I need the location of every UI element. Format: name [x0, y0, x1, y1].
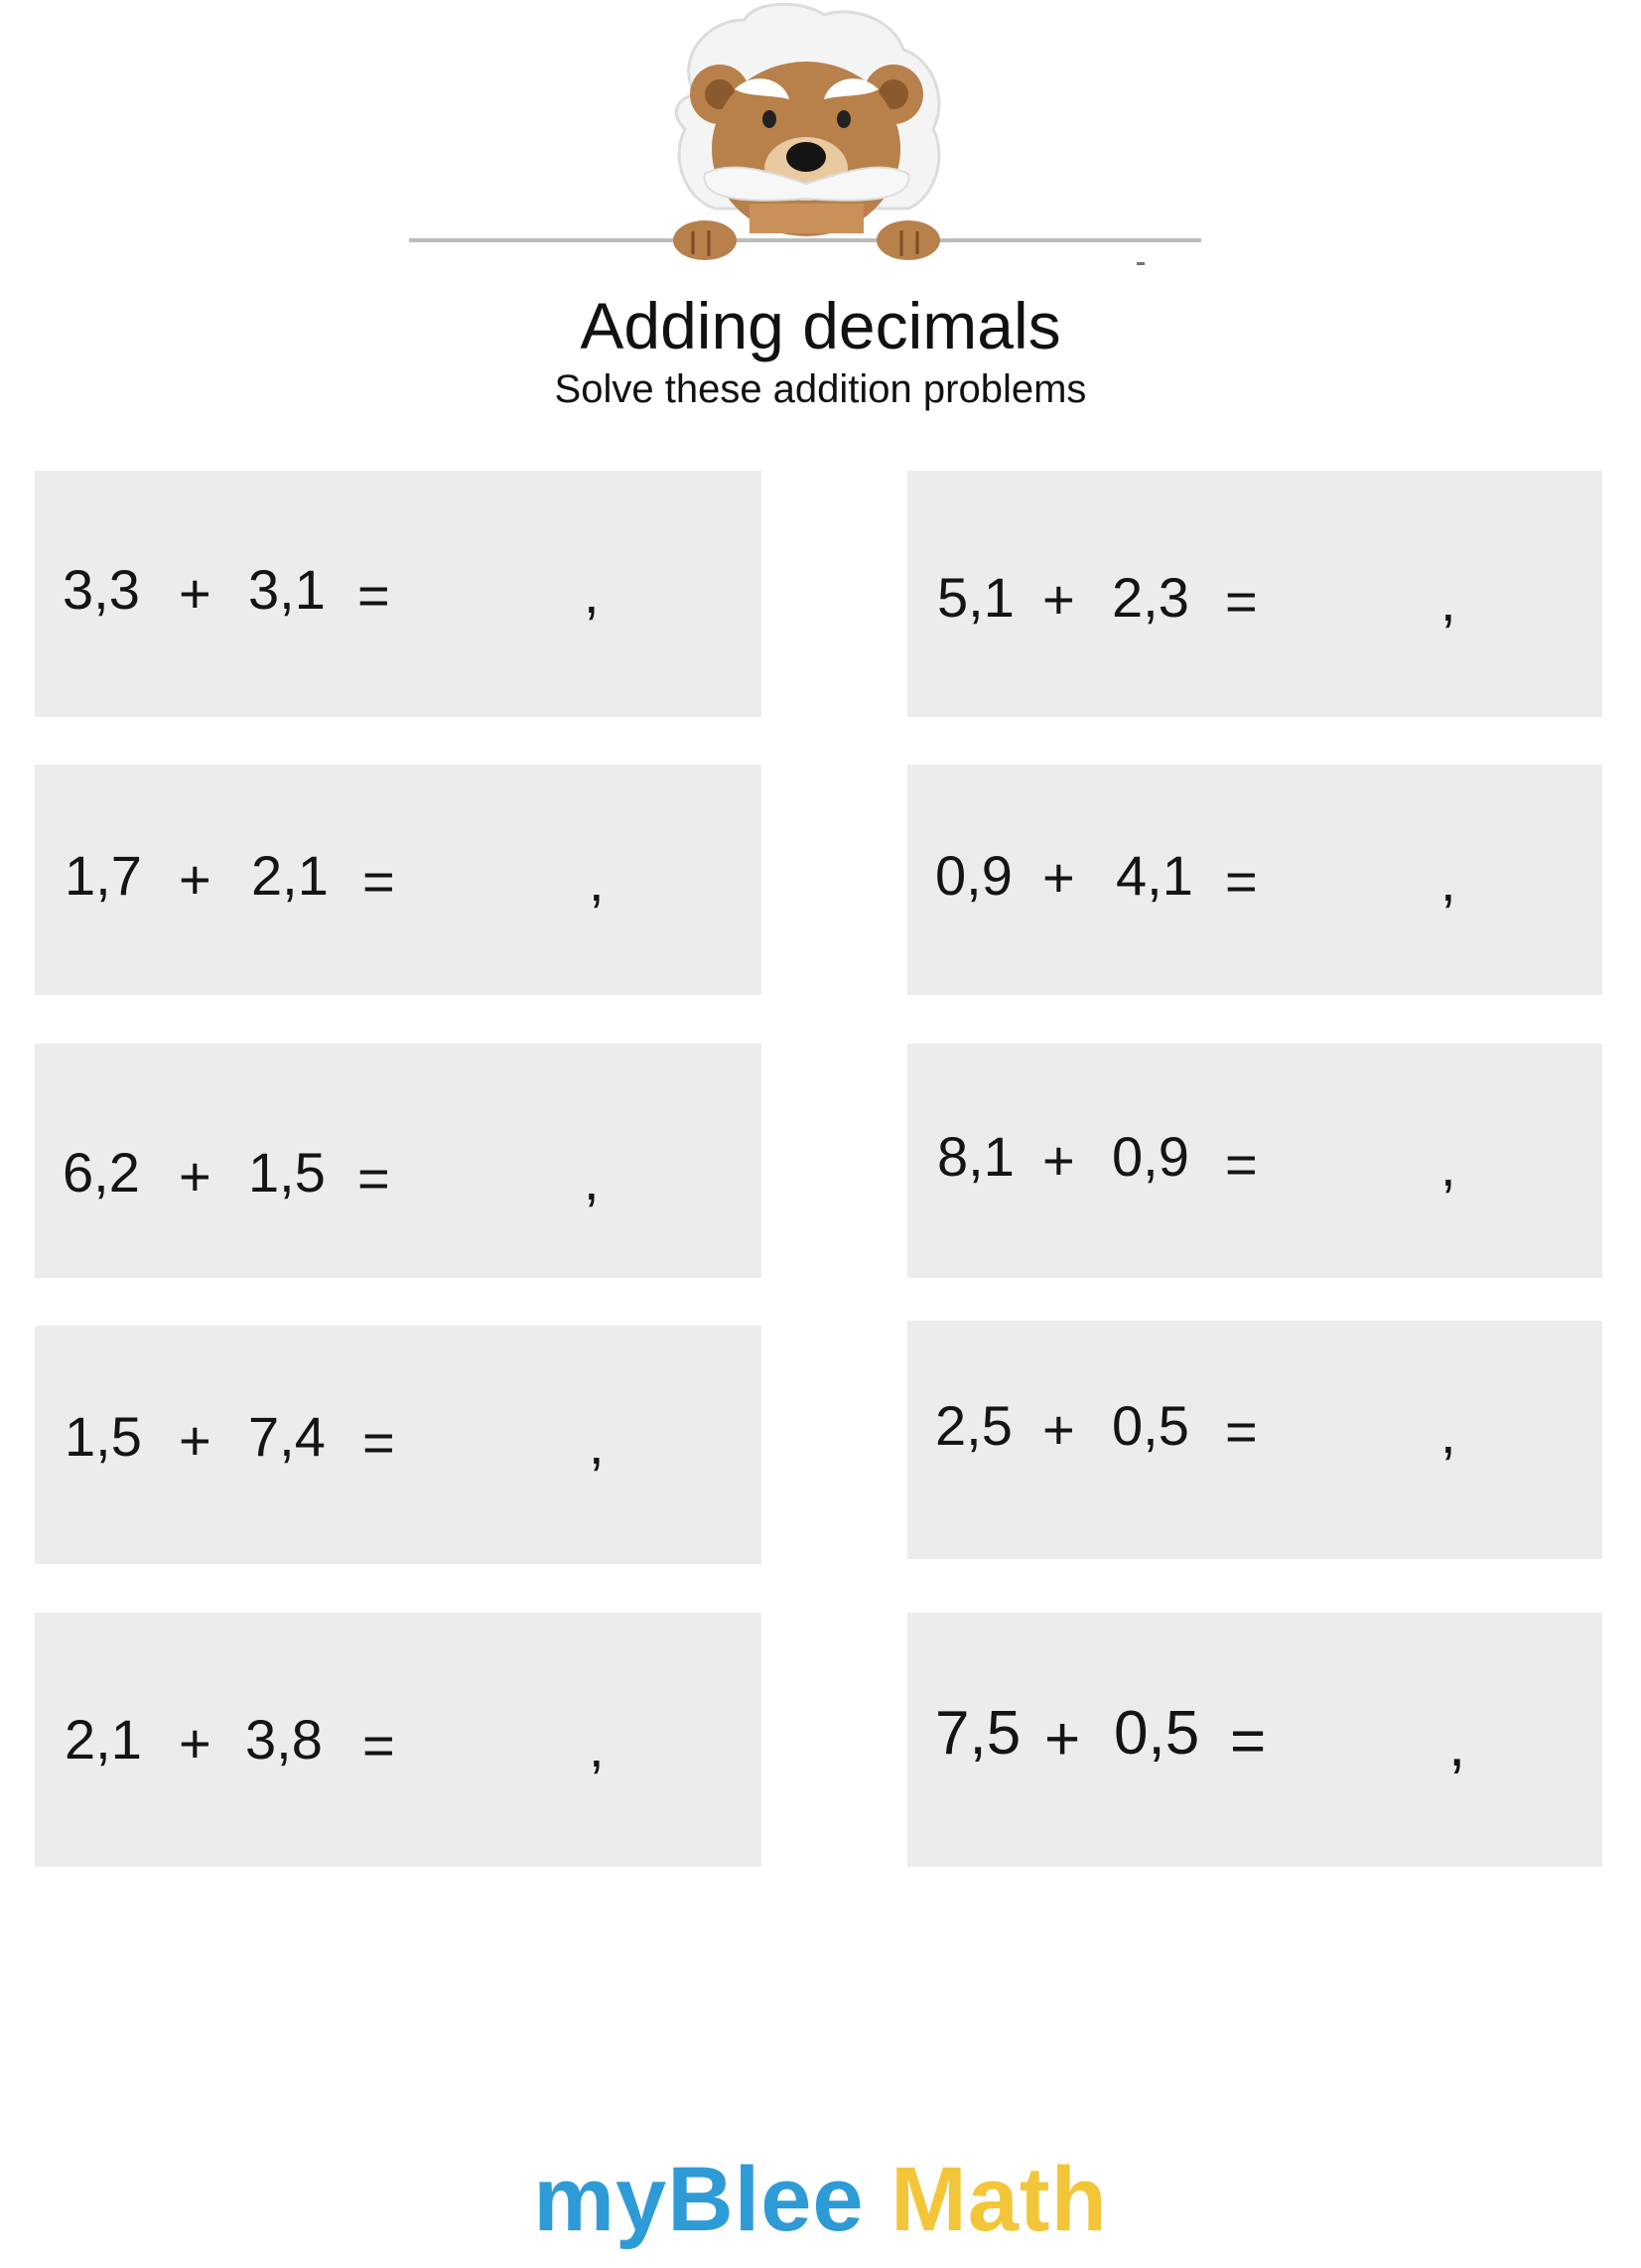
answer-comma: ,	[584, 562, 600, 625]
problem-box-3[interactable]	[35, 765, 761, 995]
problem-box-2[interactable]	[907, 471, 1602, 717]
equals-sign: =	[1225, 1133, 1258, 1196]
equals-sign: =	[1225, 570, 1258, 633]
operand-b: 3,8	[245, 1708, 323, 1771]
plus-sign: +	[179, 1409, 211, 1472]
plus-sign: +	[179, 1712, 211, 1774]
operand-a: 3,3	[63, 558, 140, 621]
operand-b: 0,9	[1112, 1125, 1189, 1188]
brand-logo	[0, 2145, 1641, 2254]
problem-box-9[interactable]	[35, 1613, 761, 1867]
equals-sign: =	[357, 564, 390, 627]
plus-sign: +	[1044, 1705, 1081, 1773]
answer-comma: ,	[1440, 850, 1456, 913]
operand-a: 0,9	[935, 844, 1013, 907]
problem-box-10[interactable]	[907, 1613, 1602, 1867]
operand-a: 8,1	[937, 1125, 1015, 1188]
problem-box-8[interactable]	[907, 1321, 1602, 1559]
operand-b: 2,1	[251, 844, 329, 907]
page-title: Adding decimals	[580, 289, 1061, 362]
equals-sign: =	[357, 1147, 390, 1209]
answer-comma: ,	[589, 850, 605, 913]
operand-b: 0,5	[1114, 1699, 1200, 1768]
problem-box-1[interactable]	[35, 471, 761, 717]
plus-sign: +	[179, 1145, 211, 1207]
plus-sign: +	[179, 562, 211, 625]
plus-sign: +	[1042, 846, 1075, 909]
operand-b: 2,3	[1112, 566, 1189, 629]
bear-mascot-icon	[407, 0, 1211, 278]
operand-b: 3,1	[248, 558, 326, 621]
answer-comma: ,	[589, 1716, 605, 1778]
problem-box-5[interactable]	[35, 1044, 761, 1278]
plus-sign: +	[179, 848, 211, 911]
brand-logo-myblee: myBlee	[533, 2149, 865, 2250]
problem-box-7[interactable]	[35, 1326, 761, 1564]
plus-sign: +	[1042, 1129, 1075, 1192]
problem-box-6[interactable]	[907, 1044, 1602, 1278]
problem-box-4[interactable]	[907, 765, 1602, 995]
operand-a: 1,5	[65, 1405, 142, 1468]
answer-comma: ,	[589, 1413, 605, 1476]
equals-sign: =	[362, 1411, 395, 1474]
answer-comma: ,	[1440, 1135, 1456, 1198]
plus-sign: +	[1042, 568, 1075, 631]
operand-a: 1,7	[65, 844, 142, 907]
answer-comma: ,	[1448, 1711, 1466, 1779]
equals-sign: =	[362, 1714, 395, 1776]
equals-sign: =	[1225, 1400, 1258, 1463]
operand-a: 7,5	[935, 1699, 1022, 1768]
brand-logo-math: Math	[864, 2149, 1108, 2250]
equals-sign: =	[1230, 1707, 1267, 1775]
page-subtitle: Solve these addition problems	[554, 367, 1087, 411]
operand-b: 7,4	[248, 1405, 326, 1468]
operand-b: 4,1	[1116, 844, 1193, 907]
operand-b: 0,5	[1112, 1394, 1189, 1457]
operand-a: 2,1	[65, 1708, 142, 1771]
equals-sign: =	[1225, 850, 1258, 913]
operand-b: 1,5	[248, 1141, 326, 1204]
operand-a: 2,5	[935, 1394, 1013, 1457]
answer-comma: ,	[584, 1149, 600, 1211]
operand-a: 5,1	[937, 566, 1015, 629]
answer-comma: ,	[1440, 570, 1456, 633]
plus-sign: +	[1042, 1398, 1075, 1461]
operand-a: 6,2	[63, 1141, 140, 1204]
equals-sign: =	[362, 850, 395, 913]
answer-comma: ,	[1440, 1402, 1456, 1465]
